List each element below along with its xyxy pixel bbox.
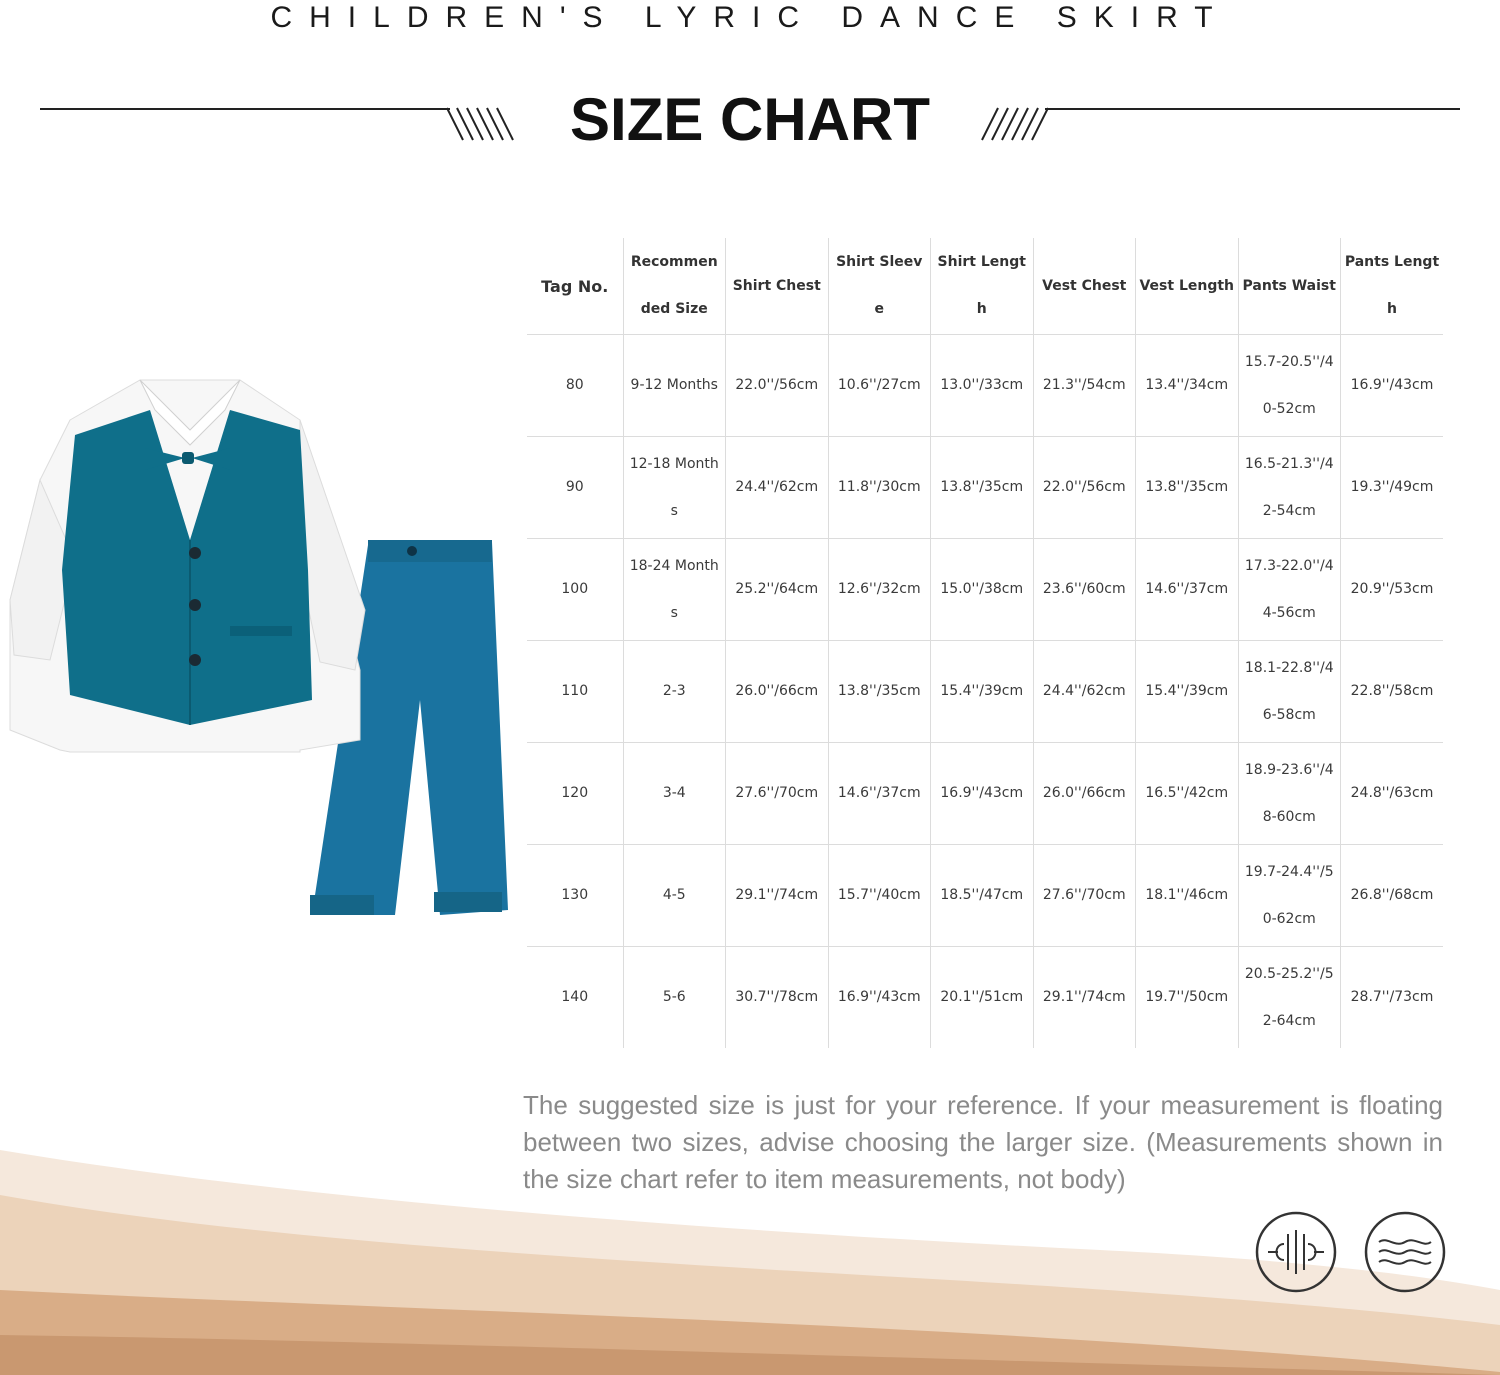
- table-cell: 19.7''/50cm: [1136, 947, 1239, 1049]
- col-shirt-length: Shirt Length: [931, 238, 1034, 335]
- table-cell: 18-24 Months: [623, 539, 726, 641]
- product-subtitle: CHILDREN'S LYRIC DANCE SKIRT: [270, 1, 1230, 34]
- col-vest-chest: Vest Chest: [1033, 238, 1136, 335]
- table-cell: 30.7''/78cm: [726, 947, 829, 1049]
- table-cell: 20.5-25.2''/52-64cm: [1238, 947, 1341, 1049]
- table-cell: 15.7''/40cm: [828, 845, 931, 947]
- table-row: [527, 335, 1443, 437]
- table-cell: 29.1''/74cm: [726, 845, 829, 947]
- table-cell: 22.8''/58cm: [1341, 641, 1444, 743]
- table-row: [527, 743, 1443, 845]
- table-cell: 11.8''/30cm: [828, 437, 931, 539]
- table-cell: 18.1-22.8''/46-58cm: [1238, 641, 1341, 743]
- table-cell: 23.6''/60cm: [1033, 539, 1136, 641]
- table-cell: 16.5''/42cm: [1136, 743, 1239, 845]
- hatch-left-icon: [445, 104, 517, 144]
- table-header-row: [527, 238, 1443, 335]
- table-cell: 16.5-21.3''/42-54cm: [1238, 437, 1341, 539]
- col-shirt-chest: Shirt Chest: [726, 238, 829, 335]
- table-cell: 26.0''/66cm: [726, 641, 829, 743]
- table-cell: 18.5''/47cm: [931, 845, 1034, 947]
- table-cell: 18.1''/46cm: [1136, 845, 1239, 947]
- table-cell: 21.3''/54cm: [1033, 335, 1136, 437]
- table-cell: 29.1''/74cm: [1033, 947, 1136, 1049]
- breathable-waves-icon: [1363, 1210, 1447, 1294]
- table-cell: 3-4: [623, 743, 726, 845]
- table-cell: 10.6''/27cm: [828, 335, 931, 437]
- page-title: SIZE CHART: [570, 86, 930, 153]
- table-cell: 28.7''/73cm: [1350, 989, 1434, 1005]
- table-cell: 26.0''/66cm: [1033, 743, 1136, 845]
- col-shirt-sleeve: Shirt Sleeve: [828, 238, 931, 335]
- table-cell: 5-6: [623, 947, 726, 1049]
- table-cell: 24.8''/63cm: [1341, 743, 1444, 845]
- table-cell: 25.2''/64cm: [726, 539, 829, 641]
- table-cell: 19.7-24.4''/50-62cm: [1238, 845, 1341, 947]
- table-cell: 9-12 Months: [623, 335, 726, 437]
- table-cell: 13.8''/35cm: [931, 437, 1034, 539]
- col-tag-no: Tag No.: [527, 238, 623, 335]
- table-cell: 140: [527, 947, 623, 1049]
- table-cell: 24.4''/62cm: [726, 437, 829, 539]
- table-cell: 15.0''/38cm: [931, 539, 1034, 641]
- table-cell: 13.0''/33cm: [931, 335, 1034, 437]
- title-rule-right: [1045, 108, 1460, 110]
- table-cell: 12-18 Months: [623, 437, 726, 539]
- table-row: [527, 539, 1443, 641]
- size-note: The suggested size is just for your reference. If your measurement is floating between two sizes, advise choosing the larger size. (Measurements shown in the size chart refer to item measurements, not body): [523, 1090, 1443, 1194]
- table-cell: 12.6''/32cm: [828, 539, 931, 641]
- col-recommended-size: Recommended Size: [623, 238, 726, 335]
- table-cell: 100: [527, 539, 623, 641]
- table-cell: 13.8''/35cm: [828, 641, 931, 743]
- table-cell: 90: [527, 437, 623, 539]
- table-cell: 22.0''/56cm: [726, 335, 829, 437]
- table-cell: 14.6''/37cm: [828, 743, 931, 845]
- hatch-right-icon: [980, 104, 1052, 144]
- table-row: [527, 437, 1443, 539]
- table-cell: 26.8''/68cm: [1341, 845, 1444, 947]
- table-cell: 24.4''/62cm: [1033, 641, 1136, 743]
- table-cell: 27.6''/70cm: [726, 743, 829, 845]
- table-cell: 20.9''/53cm: [1341, 539, 1444, 641]
- table-cell: 20.1''/51cm: [931, 947, 1034, 1049]
- table-cell: 13.8''/35cm: [1136, 437, 1239, 539]
- table-cell: 18.9-23.6''/48-60cm: [1238, 743, 1341, 845]
- table-cell: 15.7-20.5''/40-52cm: [1238, 335, 1341, 437]
- size-chart-table: [527, 238, 1443, 1048]
- table-row: [527, 845, 1443, 947]
- table-cell: 120: [527, 743, 623, 845]
- table-cell: 17.3-22.0''/44-56cm: [1238, 539, 1341, 641]
- table-cell: 22.0''/56cm: [1033, 437, 1136, 539]
- col-pants-waist: Pants Waist: [1238, 238, 1341, 335]
- table-cell: 16.9''/43cm: [828, 947, 931, 1049]
- table-cell: 15.4''/39cm: [1136, 641, 1239, 743]
- table-row: [527, 947, 1443, 1049]
- table-cell: 130: [527, 845, 623, 947]
- table-cell: 13.4''/34cm: [1136, 335, 1239, 437]
- table-cell: 80: [527, 335, 623, 437]
- table-cell: 16.9''/43cm: [1341, 335, 1444, 437]
- table-cell: 15.4''/39cm: [931, 641, 1034, 743]
- stretch-fabric-icon: [1254, 1210, 1338, 1294]
- table-cell: 16.9''/43cm: [931, 743, 1034, 845]
- table-cell: 14.6''/37cm: [1136, 539, 1239, 641]
- col-pants-length: Pants Length: [1341, 238, 1444, 335]
- table-cell: 4-5: [623, 845, 726, 947]
- table-cell: 110: [527, 641, 623, 743]
- table-row: [527, 641, 1443, 743]
- boys-vest-suit-icon: [0, 370, 520, 930]
- col-vest-length: Vest Length: [1136, 238, 1239, 335]
- title-rule-left: [40, 108, 450, 110]
- table-cell: 27.6''/70cm: [1033, 845, 1136, 947]
- table-cell: 19.3''/49cm: [1341, 437, 1444, 539]
- table-cell: 2-3: [623, 641, 726, 743]
